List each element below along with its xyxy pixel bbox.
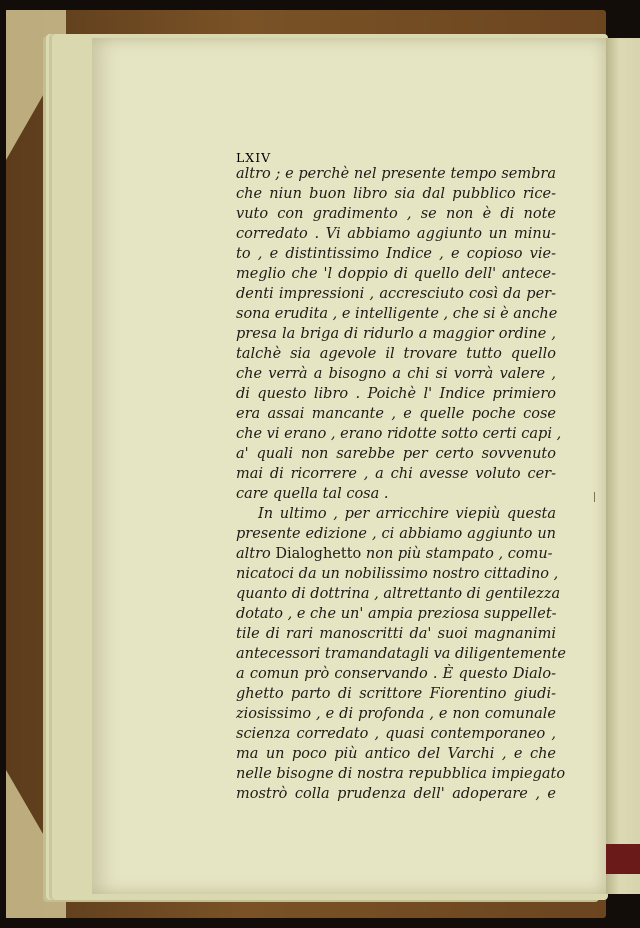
text-line: sona erudita , e intelligente , che si è anche xyxy=(236,306,558,322)
text-line: nicatoci da un nobilissimo nostro cittadino , xyxy=(236,566,559,582)
text-run-roman: Dialoghetto xyxy=(275,546,362,562)
text-line: presente edizione , ci abbiamo aggiunto un xyxy=(236,526,556,542)
text-line: ghetto parto di scrittore Fiorentino giudi- xyxy=(236,686,556,702)
text-line: nelle bisogne di nostra repubblica impiegato xyxy=(236,766,566,782)
text-line: che verrà a bisogno a chi si vorrà valere , xyxy=(236,366,556,382)
text-line: mai di ricorrere , a chi avesse voluto cer- xyxy=(236,466,556,482)
text-run: non più stampato , comu- xyxy=(361,546,553,562)
text-line: a' quali non sarebbe per certo sovvenuto xyxy=(236,446,556,462)
text-line: quanto di dottrina , altrettanto di gentilezza xyxy=(236,586,561,602)
text-line: to , e distintissimo Indice , e copioso vie- xyxy=(236,246,556,262)
text-line: mostrò colla prudenza dell' adoperare , e xyxy=(236,786,556,802)
page-mark xyxy=(594,492,595,502)
facing-page-edge xyxy=(606,38,640,894)
text-line-mixed xyxy=(236,544,556,564)
text-line: ma un poco più antico del Varchi , e che xyxy=(236,746,556,762)
text-line: ziosissimo , e di profonda , e non comunale xyxy=(236,706,556,722)
text-line: a comun prò conservando . È questo Dialo- xyxy=(236,666,556,682)
paragraph-first-line: In ultimo , per arricchire viepiù questa xyxy=(258,506,556,522)
text-line: tile di rari manoscritti da' suoi magnanimi xyxy=(236,626,556,642)
text-line: antecessori tramandatagli va diligentemente xyxy=(236,646,566,662)
text-line: che vi erano , erano ridotte sotto certi capi , xyxy=(236,426,562,442)
facing-page-stain xyxy=(606,844,640,874)
text-line: meglio che 'l doppio di quello dell' antece- xyxy=(236,266,556,282)
text-line: dotato , e che un' ampia preziosa suppellet- xyxy=(236,606,557,622)
text-line: corredato . Vi abbiamo aggiunto un minu- xyxy=(236,226,556,242)
text-line: presa la briga di ridurlo a maggior ordine , xyxy=(236,326,556,342)
text-line: che niun buon libro sia dal pubblico rice- xyxy=(236,186,556,202)
text-line: di questo libro . Poichè l' Indice primiero xyxy=(236,386,556,402)
page-number: LXIV xyxy=(236,150,272,165)
text-line: era assai mancante , e quelle poche cose xyxy=(236,406,556,422)
text-line: talchè sia agevole il trovare tutto quello xyxy=(236,346,556,362)
text-line: vuto con gradimento , se non è di note xyxy=(236,206,556,222)
text-line: denti impressioni , accresciuto così da per- xyxy=(236,286,556,302)
text-line: care quella tal cosa . xyxy=(236,486,389,502)
text-run: altro xyxy=(236,546,276,562)
text-line: scienza corredato , quasi contemporaneo , xyxy=(236,726,556,742)
text-line: altro ; e perchè nel presente tempo sembra xyxy=(236,166,556,182)
